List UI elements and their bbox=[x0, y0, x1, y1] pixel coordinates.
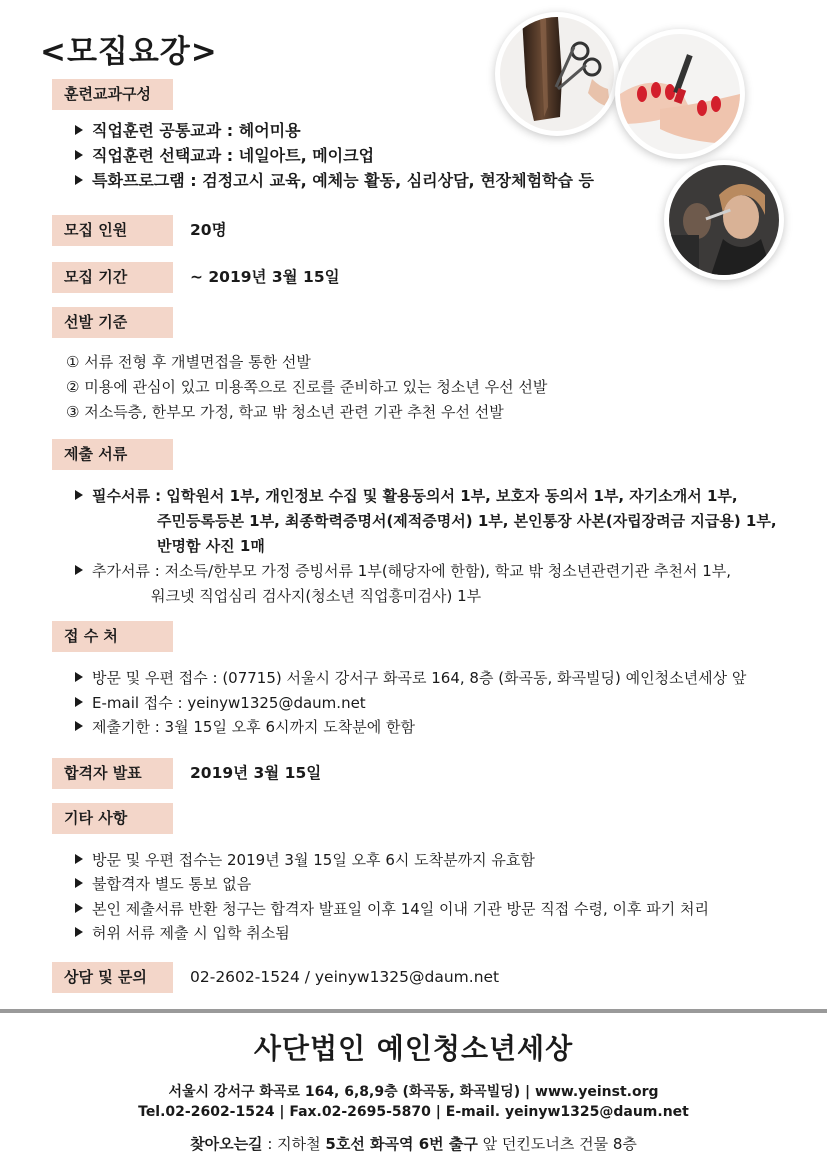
arrow-icon bbox=[75, 721, 83, 731]
arrow-icon bbox=[75, 125, 83, 135]
section-label-training: 훈련교과구성 bbox=[52, 79, 173, 110]
section-label-contact: 상담 및 문의 bbox=[52, 962, 173, 993]
reception-item: E-mail 접수 : yeinyw1325@daum.net bbox=[75, 693, 366, 713]
additional-documents-line: 워크넷 직업심리 검사지(청소년 직업흥미검사) 1부 bbox=[151, 587, 482, 605]
training-item: 직업훈련 선택교과 : 네일아트, 메이크업 bbox=[75, 146, 374, 166]
arrow-icon bbox=[75, 150, 83, 160]
arrow-icon bbox=[75, 175, 83, 185]
announcement-value: 2019년 3월 15일 bbox=[190, 764, 322, 782]
section-label-documents: 제출 서류 bbox=[52, 439, 173, 470]
selection-item: ③ 저소득층, 한부모 가정, 학교 밖 청소년 관련 기관 추천 우선 선발 bbox=[66, 403, 504, 421]
arrow-icon bbox=[75, 903, 83, 913]
required-documents-line: 주민등록등본 1부, 최종학력증명서(제적증명서) 1부, 본인통장 사본(자립장려금 지급용) 1부, bbox=[157, 512, 777, 530]
footer-divider bbox=[0, 1009, 827, 1013]
arrow-icon bbox=[75, 672, 83, 682]
org-name: 사단법인 예인청소년세상 bbox=[253, 1032, 574, 1065]
etc-item: 허위 서류 제출 시 입학 취소됨 bbox=[75, 923, 290, 943]
reception-item: 제출기한 : 3월 15일 오후 6시까지 도착분에 한함 bbox=[75, 717, 415, 737]
section-label-recruit-period: 모집 기간 bbox=[52, 262, 173, 293]
makeup-photo bbox=[669, 165, 779, 275]
reception-item: 방문 및 우편 접수 : (07715) 서울시 강서구 화곡로 164, 8층 (화곡동, 화곡빌딩) 예인청소년세상 앞 bbox=[75, 668, 746, 688]
etc-item: 불합격자 별도 통보 없음 bbox=[75, 874, 251, 894]
directions-station: 5호선 화곡역 6번 출구 bbox=[325, 1135, 478, 1153]
contact-value: 02-2602-1524 / yeinyw1325@daum.net bbox=[190, 968, 500, 986]
arrow-icon bbox=[75, 927, 83, 937]
section-label-selection: 선발 기준 bbox=[52, 307, 173, 338]
org-contact: Tel.02-2602-1524 | Fax.02-2695-5870 | E-mail. yeinyw1325@daum.net bbox=[138, 1104, 689, 1120]
section-label-reception: 접 수 처 bbox=[52, 621, 173, 652]
nail-art-photo bbox=[620, 34, 740, 154]
arrow-icon bbox=[75, 854, 83, 864]
selection-item: ① 서류 전형 후 개별면접을 통한 선발 bbox=[66, 353, 311, 371]
section-label-etc: 기타 사항 bbox=[52, 803, 173, 834]
directions-label: 찾아오는길 bbox=[190, 1135, 263, 1153]
arrow-icon bbox=[75, 565, 83, 575]
page-title: <모집요강> bbox=[40, 34, 218, 70]
required-documents-line: 반명함 사진 1매 bbox=[157, 537, 265, 555]
additional-documents: 추가서류 : 저소득/한부모 가정 증빙서류 1부(해당자에 한함), 학교 밖 청소년관련기관 추천서 1부, bbox=[75, 561, 731, 581]
hair-scissors-icon bbox=[500, 17, 614, 131]
makeup-brush-icon bbox=[669, 165, 779, 275]
org-address: 서울시 강서구 화곡로 164, 6,8,9층 (화곡동, 화곡빌딩) | www.yeinst.org bbox=[168, 1084, 659, 1100]
arrow-icon bbox=[75, 878, 83, 888]
section-label-recruit-count: 모집 인원 bbox=[52, 215, 173, 246]
etc-item: 방문 및 우편 접수는 2019년 3월 15일 오후 6시 도착분까지 유효함 bbox=[75, 850, 535, 870]
training-item: 특화프로그램 : 검정고시 교육, 예체능 활동, 심리상담, 현장체험학습 등 bbox=[75, 171, 594, 191]
nail-polish-icon bbox=[620, 34, 740, 154]
training-item: 직업훈련 공통교과 : 헤어미용 bbox=[75, 121, 301, 141]
hair-cutting-photo bbox=[500, 17, 614, 131]
etc-item: 본인 제출서류 반환 청구는 합격자 발표일 이후 14일 이내 기관 방문 직접 수령, 이후 파기 처리 bbox=[75, 899, 709, 919]
section-label-announcement: 합격자 발표 bbox=[52, 758, 173, 789]
recruit-count-value: 20명 bbox=[190, 221, 227, 239]
arrow-icon bbox=[75, 697, 83, 707]
recruit-period-value: ~ 2019년 3월 15일 bbox=[190, 268, 340, 286]
org-directions: 찾아오는길 : 지하철 5호선 화곡역 6번 출구 앞 던킨도너츠 건물 8층 bbox=[190, 1135, 637, 1153]
required-documents: 필수서류 : 입학원서 1부, 개인정보 수집 및 활용동의서 1부, 보호자 동의서 1부, 자기소개서 1부, bbox=[75, 486, 738, 506]
selection-item: ② 미용에 관심이 있고 미용쪽으로 진로를 준비하고 있는 청소년 우선 선발 bbox=[66, 378, 548, 396]
arrow-icon bbox=[75, 490, 83, 500]
